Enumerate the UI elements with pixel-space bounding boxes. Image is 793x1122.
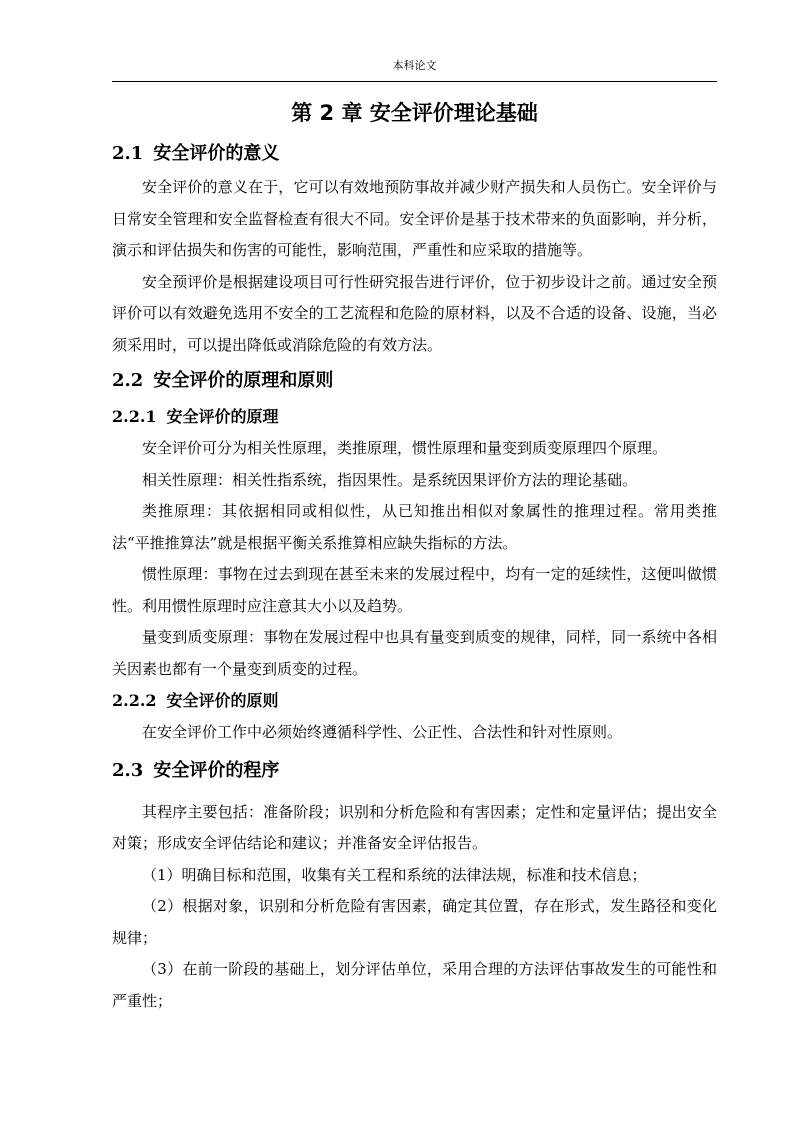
section-title: 安全评价的程序: [153, 759, 280, 781]
section-number: 2.2.2: [112, 691, 157, 710]
list-item: （2）根据对象，识别和分析危险有害因素，确定其位置，存在形式，发生路径和变化规律；: [112, 897, 717, 947]
chapter-title: 第 2 章 安全评价理论基础: [291, 101, 538, 125]
paragraph: 类推原理：其依据相同或相似性，从已知推出相似对象属性的推理过程。常用类推法“平推推算法”就是根据平衡关系推算相应缺失指标的方法。: [112, 502, 717, 552]
section-number: 2.3: [112, 759, 144, 781]
section-number: 2.1: [112, 143, 144, 164]
running-header: 本科论文: [392, 59, 437, 72]
section-title: 安全评价的原则: [166, 691, 279, 710]
list-item: （1）明确目标和范围，收集有关工程和系统的法律法规，标准和技术信息；: [142, 865, 647, 884]
section-title: 安全评价的原理和原则: [153, 370, 334, 391]
paragraph: 量变到质变原理：事物在发展过程中也具有量变到质变的规律，同样，同一系统中各相关因素也都有一个量变到质变的过程。: [112, 628, 717, 678]
section-title: 安全评价的原理: [166, 407, 279, 426]
section-number: 2.2.1: [112, 407, 157, 426]
list-item: （3）在前一阶段的基础上，划分评估单位，采用合理的方法评估事故发生的可能性和严重性；: [112, 960, 717, 1010]
page-body: [112, 96, 717, 1017]
paragraph: 相关性原理：相关性指系统，指因果性。是系统因果评价方法的理论基础。: [142, 470, 638, 489]
section-number: 2.2: [112, 370, 144, 391]
paragraph: 其程序主要包括：准备阶段；识别和分析危险和有害因素；定性和定量评估；提出安全对策；形成安全评估结论和建议；并准备安全评估报告。: [112, 802, 717, 852]
paragraph: 安全预评价是根据建设项目可行性研究报告进行评价，位于初步设计之前。通过安全预评价可以有效避免选用不安全的工艺流程和危险的原材料，以及不合适的设备、设施，当必须采用时，可以提出降低或消除危险的有效方法。: [112, 272, 717, 354]
paragraph: 安全评价的意义在于，它可以有效地预防事故并减少财产损失和人员伤亡。安全评价与日常安全管理和安全监督检查有很大不同。安全评价是基于技术带来的负面影响，并分析，演示和评估损失和伤害的可能性，影响范围，严重性和应采取的措施等。: [112, 178, 717, 259]
subsection-heading-2-2-2: [112, 685, 717, 717]
section-title: 安全评价的意义: [153, 143, 280, 164]
paragraph: 安全评价可分为相关性原理，类推原理，惯性原理和量变到质变原理四个原理。: [142, 439, 668, 457]
section-heading-2-3: [112, 749, 717, 793]
paragraph: 惯性原理：事物在过去到现在甚至未来的发展过程中，均有一定的延续性，这便叫做惯性。利用惯性原理时应注意其大小以及趋势。: [112, 565, 717, 615]
section-heading-2-2: [112, 361, 717, 401]
section-heading-2-1: [112, 130, 717, 172]
header-divider: [112, 81, 717, 82]
paragraph: 在安全评价工作中必须始终遵循科学性、公正性、合法性和针对性原则。: [142, 723, 623, 741]
subsection-heading-2-2-1: [112, 401, 717, 433]
